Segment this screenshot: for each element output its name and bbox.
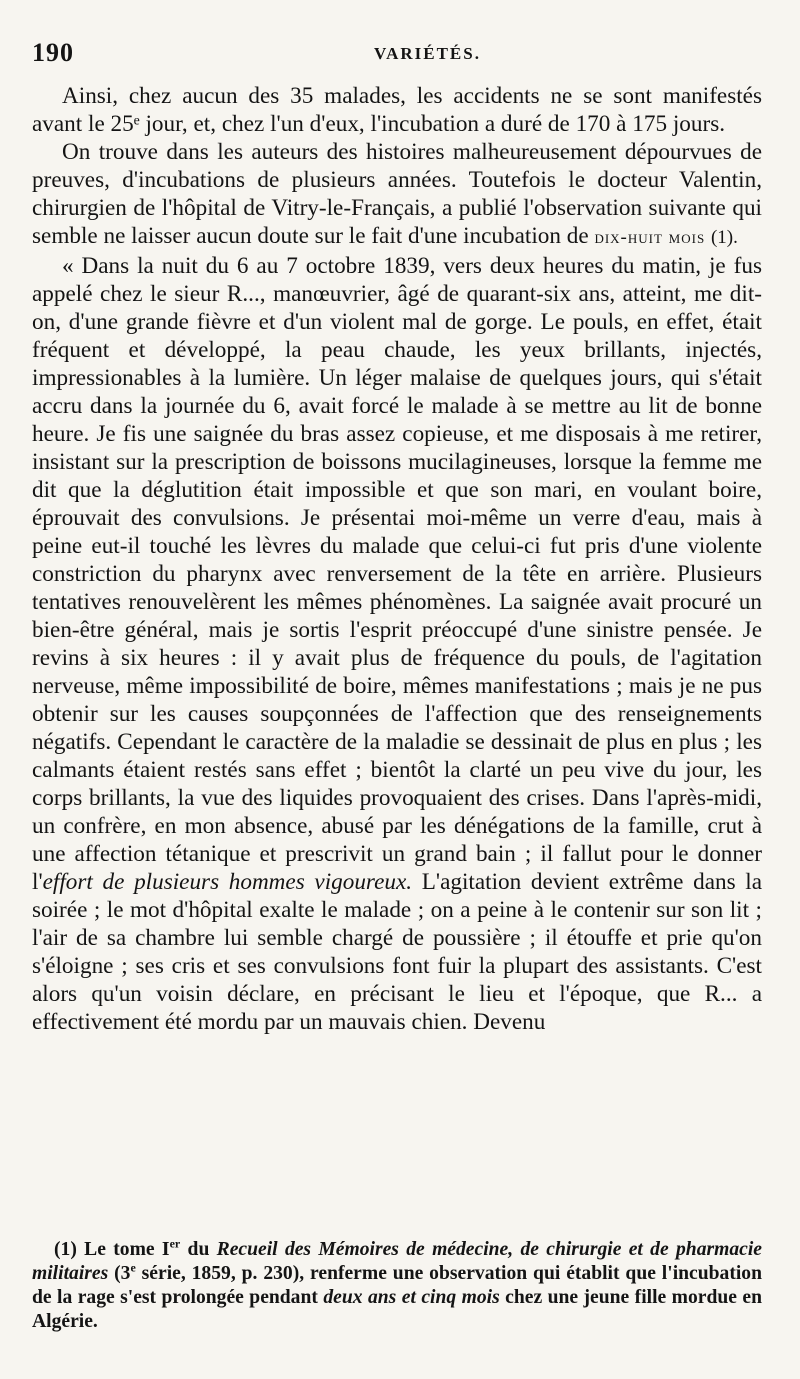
page-header (32, 38, 772, 74)
main-text (32, 82, 762, 1036)
footnote: (1) Le tome Ier du Recueil des Mémoires de médecine, de chirurgie et de pharmacie militaires (3e série, 1859, p. 230), renferme une observation qui établit que l'incubation de la rage s'est prolongée pendant deux ans et cinq mois chez une jeune fille mordue en Algérie. (32, 1236, 762, 1332)
paragraph-3-text: « Dans la nuit du 6 au 7 octobre 1839, vers deux heures du matin, je fus appelé chez le sieur R..., manœuvrier, âgé de quarant-six ans, atteint, me dit-on, d'une grande fièvre et d'un violent mal de gorge. Le pouls, en effet, était fréquent et développé, la peau chaude, les yeux brillants, injectés, impressionables à la lumière. Un léger malaise de quelques jours, qui s'était accru dans la journée du 6, avait forcé le malade à se mettre au lit de bonne heure. Je fis une saignée du bras assez copieuse, et me disposais à me retirer, insistant sur la prescription de boissons mucilagineuses, lorsque la femme me dit que la déglutition était impossible et que son mari, en voulant boire, éprouvait des convulsions. Je présentai moi-même un verre d'eau, mais à peine eut-il touché les lèvres du malade que celui-ci fut pris d'une violente constriction du pharynx avec renversement de la tête en arrière. Plusieurs tentatives renouvelèrent les mêmes phénomènes. La saignée avait procuré un bien-être général, mais je sortis l'esprit préoccupé d'une sinistre pensée. Je revins à six heures : il y avait plus de fréquence du pouls, de l'agitation nerveuse, même impossibilité de boire, mêmes manifestations ; mais je ne pus obtenir sur les causes soupçonnées de l'affection que des renseignements négatifs. Cependant le caractère de la maladie se dessinait de plus en plus ; les calmants étaient restés sans effet ; bientôt la clarté un peu vive du jour, les corps brillants, la vue des liquides provoquaient des crises. Dans l'après-midi, un confrère, en mon absence, abusé par les dénégations de la famille, crut à une affection tétanique et prescrivit un grand bain ; il fallut pour le donner l' (32, 253, 762, 895)
footnote-duration: deux ans et cinq mois (323, 1287, 500, 1308)
paragraph-1-text: Ainsi, chez aucun des 35 malades, les accidents ne se sont manifestés avant le 25ᵉ jour, et, chez l'un d'eux, l'incubation a duré de 170 à 175 jours. (32, 83, 762, 137)
paragraph-3 (32, 252, 762, 1036)
footnote-marker: (1) (54, 1239, 77, 1260)
paragraph-3-continued: L'agitation devient extrême dans la soirée ; le mot d'hôpital exalte le malade ; on a peine à le contenir sur son lit ; l'air de sa chambre lui semble chargé de poussière ; il étouffe et prie qu'on s'éloigne ; ses cris et ses convulsions font fuir la plupart des assistants. C'est alors qu'un voisin déclare, en précisant le lieu et l'époque, que R... a effectivement été mordu par un mauvais chien. Devenu (32, 869, 762, 1035)
italic-phrase: effort de plusieurs hommes vigoureux. (42, 869, 413, 895)
footnote-reference: (1). (710, 227, 738, 248)
footnote-source-title: Recueil des Mémoires de médecine, de chirurgie et de pharmacie militaires (32, 1239, 762, 1284)
paragraph-2-text: On trouve dans les auteurs des histoires malheureusement dépourvues de preuves, d'incubations de plusieurs années. Toutefois le docteur Valentin, chirurgien de l'hôpital de Vitry-le-Français, a publié l'observation suivante qui semble ne laisser aucun doute sur le fait d'une incubation de (32, 139, 762, 249)
page-number: 190 (32, 38, 74, 67)
paragraph-2 (32, 138, 762, 252)
paragraph-1 (32, 82, 762, 138)
running-head: VARIÉTÉS. (374, 44, 481, 63)
small-caps-emphasis: dix-huit mois (594, 227, 706, 248)
